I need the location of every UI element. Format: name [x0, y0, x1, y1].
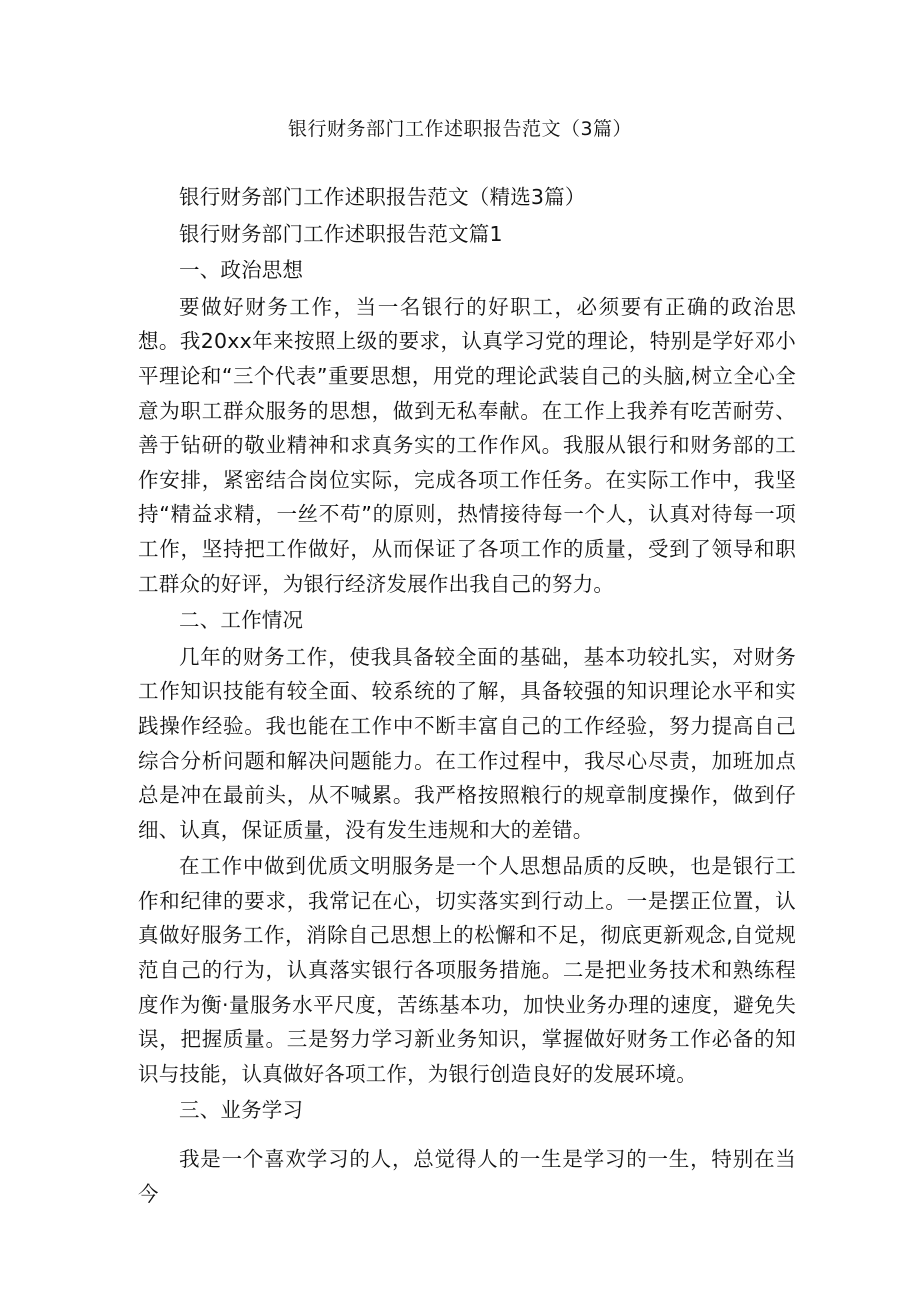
paragraph-study: 我是一个喜欢学习的人，总觉得人的一生是学习的一生，特别在当今: [138, 1147, 796, 1206]
section-heading-work: 二、工作情况: [179, 608, 304, 633]
article-heading: 银行财务部门工作述职报告范文篇1: [179, 221, 503, 246]
section-heading-study: 三、业务学习: [179, 1098, 304, 1123]
paragraph-work-2: 在工作中做到优质文明服务是一个人思想品质的反映，也是银行工作和纪律的要求，我常记在心，切实落实到行动上。一是摆正位置，认真做好服务工作，消除自己思想上的松懈和不足，彻底更新观念,自觉规范自己的行为，认真落实银行各项服务措施。二是把业务技术和熟练程度作为衡·量服务水平尺度，苦练基本功，加快业务办理的速度，避免失误，把握质量。三是努力学习新业务知识，掌握做好财务工作必备的知识与技能，认真做好各项工作，为银行创造良好的发展环境。: [138, 854, 796, 1086]
paragraph-politics: 要做好财务工作，当一名银行的好职工，必须要有正确的政治思想。我20xx年来按照上级的要求，认真学习党的理论，特别是学好邓小平理论和“三个代表”重要思想，用党的理论武装自己的头脑,树立全心全意为职工群众服务的思想，做到无私奉献。在工作上我养有吃苦耐劳、善于钻研的敬业精神和求真务实的工作作风。我服从银行和财务部的工作安排，紧密结合岗位实际，完成各项工作任务。在实际工作中，我坚持“精益求精，一丝不苟”的原则，热情接待每一个人，认真对待每一项工作，坚持把工作做好，从而保证了各项工作的质量，受到了领导和职工群众的好评，为银行经济发展作出我自己的努力。: [138, 294, 796, 596]
section-heading-politics: 一、政治思想: [179, 258, 304, 283]
paragraph-work-1: 几年的财务工作，使我具备较全面的基础，基本功较扎实，对财务工作知识技能有较全面、较系统的了解，具备较强的知识理论水平和实践操作经验。我也能在工作中不断丰富自己的工作经验，努力提高自己综合分析问题和解决问题能力。在工作过程中，我尽心尽责，加班加点总是冲在最前头，从不喊累。我严格按照粮行的规章制度操作，做到仔细、认真，保证质量，没有发生违规和大的差错。: [138, 644, 796, 842]
document-body: [138, 180, 796, 1211]
document-title: 银行财务部门工作述职报告范文（3篇）: [287, 118, 633, 140]
document-subtitle: 银行财务部门工作述职报告范文（精选3篇）: [179, 185, 586, 209]
